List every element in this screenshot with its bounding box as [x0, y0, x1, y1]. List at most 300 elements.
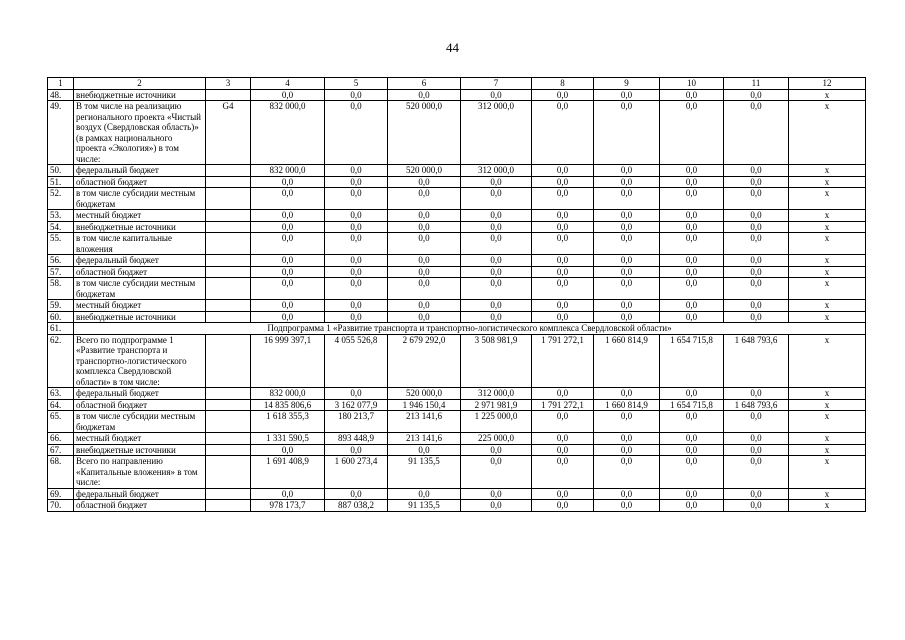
- table-row: [48, 444, 866, 456]
- value-cell: 0,0: [461, 444, 532, 456]
- value-cell: 0,0: [532, 255, 594, 267]
- value-cell: 0,0: [251, 221, 325, 233]
- value-cell: 0,0: [461, 221, 532, 233]
- table-row: [48, 488, 866, 500]
- value-cell: 14 835 806,6: [251, 399, 325, 411]
- mark-cell: х: [789, 266, 866, 278]
- mark-cell: х: [789, 101, 866, 165]
- value-cell: 0,0: [532, 266, 594, 278]
- value-cell: 0,0: [660, 488, 724, 500]
- value-cell: 0,0: [724, 456, 789, 489]
- mark-cell: х: [789, 221, 866, 233]
- mark-cell: х: [789, 278, 866, 300]
- row-number-cell: 48.: [48, 89, 74, 101]
- value-cell: 0,0: [594, 165, 660, 177]
- row-number-cell: 49.: [48, 101, 74, 165]
- code-cell: [206, 266, 251, 278]
- value-cell: 1 618 355,3: [251, 411, 325, 433]
- description-cell: в том числе капитальные вложения: [74, 233, 206, 255]
- value-cell: 0,0: [532, 176, 594, 188]
- value-cell: 832 000,0: [251, 388, 325, 400]
- value-cell: 0,0: [594, 488, 660, 500]
- value-cell: 0,0: [724, 278, 789, 300]
- value-cell: 0,0: [724, 255, 789, 267]
- value-cell: 0,0: [594, 101, 660, 165]
- value-cell: 887 038,2: [325, 500, 388, 512]
- code-cell: [206, 188, 251, 210]
- table-row: [48, 101, 866, 165]
- description-cell: федеральный бюджет: [74, 488, 206, 500]
- row-number-cell: 61.: [48, 323, 74, 335]
- row-number-cell: 55.: [48, 233, 74, 255]
- value-cell: 312 000,0: [461, 165, 532, 177]
- value-cell: 0,0: [251, 444, 325, 456]
- value-cell: 0,0: [532, 278, 594, 300]
- value-cell: 0,0: [594, 300, 660, 312]
- value-cell: 0,0: [251, 188, 325, 210]
- value-cell: 1 660 814,9: [594, 399, 660, 411]
- value-cell: 4 055 526,8: [325, 334, 388, 388]
- value-cell: 0,0: [532, 500, 594, 512]
- mark-cell: х: [789, 311, 866, 323]
- value-cell: 0,0: [660, 255, 724, 267]
- code-cell: [206, 456, 251, 489]
- value-cell: 0,0: [724, 233, 789, 255]
- description-cell: местный бюджет: [74, 300, 206, 312]
- code-cell: [206, 311, 251, 323]
- row-number-cell: 52.: [48, 188, 74, 210]
- description-cell: внебюджетные источники: [74, 221, 206, 233]
- value-cell: 0,0: [594, 456, 660, 489]
- value-cell: 91 135,5: [388, 456, 461, 489]
- description-cell: Всего по подпрограмме 1 «Развитие транспорта и транспортно-логистического комплекса Свердловской области» в том числе:: [74, 334, 206, 388]
- value-cell: 0,0: [388, 311, 461, 323]
- mark-cell: х: [789, 488, 866, 500]
- value-cell: 0,0: [461, 278, 532, 300]
- value-cell: 0,0: [461, 188, 532, 210]
- value-cell: 0,0: [325, 444, 388, 456]
- value-cell: 0,0: [660, 444, 724, 456]
- mark-cell: х: [789, 255, 866, 267]
- value-cell: 0,0: [388, 488, 461, 500]
- mark-cell: х: [789, 233, 866, 255]
- value-cell: 0,0: [325, 101, 388, 165]
- value-cell: 0,0: [532, 388, 594, 400]
- value-cell: 0,0: [532, 444, 594, 456]
- value-cell: 1 946 150,4: [388, 399, 461, 411]
- value-cell: 0,0: [724, 488, 789, 500]
- value-cell: 0,0: [325, 388, 388, 400]
- table-row: [48, 456, 866, 489]
- value-cell: 0,0: [660, 266, 724, 278]
- value-cell: 0,0: [724, 500, 789, 512]
- row-number-cell: 63.: [48, 388, 74, 400]
- value-cell: 0,0: [388, 444, 461, 456]
- value-cell: 0,0: [594, 266, 660, 278]
- value-cell: 0,0: [532, 89, 594, 101]
- value-cell: 832 000,0: [251, 101, 325, 165]
- table-row: [48, 176, 866, 188]
- value-cell: 0,0: [532, 210, 594, 222]
- description-cell: областной бюджет: [74, 399, 206, 411]
- value-cell: 1 648 793,6: [724, 334, 789, 388]
- header-cell: 4: [251, 78, 325, 90]
- value-cell: 225 000,0: [461, 433, 532, 445]
- description-cell: областной бюджет: [74, 176, 206, 188]
- code-cell: [206, 399, 251, 411]
- value-cell: 0,0: [251, 210, 325, 222]
- value-cell: 0,0: [325, 255, 388, 267]
- value-cell: 0,0: [594, 444, 660, 456]
- row-number-cell: 62.: [48, 334, 74, 388]
- value-cell: 0,0: [251, 266, 325, 278]
- table-body: [48, 89, 866, 511]
- table-row: [48, 266, 866, 278]
- value-cell: 1 331 590,5: [251, 433, 325, 445]
- mark-cell: х: [789, 334, 866, 388]
- value-cell: 0,0: [660, 165, 724, 177]
- value-cell: 0,0: [532, 488, 594, 500]
- code-cell: [206, 165, 251, 177]
- row-number-cell: 53.: [48, 210, 74, 222]
- value-cell: 0,0: [660, 210, 724, 222]
- row-number-cell: 67.: [48, 444, 74, 456]
- row-number-cell: 56.: [48, 255, 74, 267]
- table-row: [48, 188, 866, 210]
- code-cell: [206, 233, 251, 255]
- value-cell: 0,0: [251, 255, 325, 267]
- value-cell: 0,0: [660, 176, 724, 188]
- value-cell: 2 971 981,9: [461, 399, 532, 411]
- value-cell: 0,0: [461, 210, 532, 222]
- description-cell: федеральный бюджет: [74, 255, 206, 267]
- value-cell: 0,0: [532, 300, 594, 312]
- description-cell: областной бюджет: [74, 500, 206, 512]
- value-cell: 0,0: [594, 89, 660, 101]
- row-number-cell: 70.: [48, 500, 74, 512]
- value-cell: 0,0: [461, 255, 532, 267]
- value-cell: 0,0: [724, 221, 789, 233]
- value-cell: 0,0: [325, 278, 388, 300]
- value-cell: 0,0: [594, 255, 660, 267]
- mark-cell: х: [789, 411, 866, 433]
- value-cell: 0,0: [461, 311, 532, 323]
- value-cell: 0,0: [388, 176, 461, 188]
- description-cell: федеральный бюджет: [74, 165, 206, 177]
- value-cell: 3 162 077,9: [325, 399, 388, 411]
- description-cell: в том числе субсидии местным бюджетам: [74, 188, 206, 210]
- value-cell: 0,0: [325, 221, 388, 233]
- value-cell: 16 999 397,1: [251, 334, 325, 388]
- mark-cell: х: [789, 165, 866, 177]
- value-cell: 0,0: [660, 411, 724, 433]
- value-cell: 0,0: [251, 300, 325, 312]
- row-number-cell: 54.: [48, 221, 74, 233]
- value-cell: 0,0: [325, 165, 388, 177]
- code-cell: [206, 300, 251, 312]
- header-cell: 6: [388, 78, 461, 90]
- description-cell: федеральный бюджет: [74, 388, 206, 400]
- value-cell: 0,0: [388, 278, 461, 300]
- code-cell: [206, 500, 251, 512]
- value-cell: 0,0: [660, 233, 724, 255]
- description-cell: областной бюджет: [74, 266, 206, 278]
- value-cell: 0,0: [724, 188, 789, 210]
- description-cell: внебюджетные источники: [74, 89, 206, 101]
- header-cell: 10: [660, 78, 724, 90]
- value-cell: 0,0: [660, 101, 724, 165]
- row-number-cell: 51.: [48, 176, 74, 188]
- table-row: [48, 311, 866, 323]
- value-cell: 1 225 000,0: [461, 411, 532, 433]
- code-cell: [206, 411, 251, 433]
- value-cell: 0,0: [594, 433, 660, 445]
- value-cell: 0,0: [532, 311, 594, 323]
- description-cell: местный бюджет: [74, 433, 206, 445]
- value-cell: 0,0: [388, 266, 461, 278]
- value-cell: 0,0: [660, 456, 724, 489]
- budget-table: [47, 77, 866, 512]
- mark-cell: х: [789, 176, 866, 188]
- header-cell: 12: [789, 78, 866, 90]
- value-cell: 0,0: [660, 278, 724, 300]
- value-cell: 0,0: [461, 500, 532, 512]
- table-row: [48, 255, 866, 267]
- description-cell: В том числе на реализацию регионального проекта «Чистый воздух (Свердловская область)» (в рамках национального проекта «Экология») в том числе:: [74, 101, 206, 165]
- mark-cell: х: [789, 444, 866, 456]
- row-number-cell: 60.: [48, 311, 74, 323]
- value-cell: 0,0: [594, 233, 660, 255]
- value-cell: 0,0: [724, 176, 789, 188]
- table-row: [48, 433, 866, 445]
- value-cell: 0,0: [325, 89, 388, 101]
- value-cell: 180 213,7: [325, 411, 388, 433]
- value-cell: 1 654 715,8: [660, 399, 724, 411]
- table-row: [48, 500, 866, 512]
- mark-cell: х: [789, 300, 866, 312]
- value-cell: 0,0: [594, 221, 660, 233]
- value-cell: 0,0: [461, 488, 532, 500]
- value-cell: 0,0: [594, 311, 660, 323]
- header-cell: 5: [325, 78, 388, 90]
- value-cell: 0,0: [724, 388, 789, 400]
- value-cell: 0,0: [461, 266, 532, 278]
- value-cell: 0,0: [388, 221, 461, 233]
- value-cell: 0,0: [724, 165, 789, 177]
- description-cell: внебюджетные источники: [74, 444, 206, 456]
- value-cell: 1 654 715,8: [660, 334, 724, 388]
- table-row: [48, 388, 866, 400]
- value-cell: 0,0: [461, 300, 532, 312]
- table-row: [48, 89, 866, 101]
- value-cell: 0,0: [724, 300, 789, 312]
- description-cell: внебюджетные источники: [74, 311, 206, 323]
- value-cell: 0,0: [724, 89, 789, 101]
- value-cell: 213 141,6: [388, 433, 461, 445]
- section-title-cell: Подпрограмма 1 «Развитие транспорта и транспортно-логистического комплекса Свердловской области»: [74, 323, 866, 335]
- table-row: [48, 278, 866, 300]
- value-cell: 0,0: [388, 210, 461, 222]
- value-cell: 1 600 273,4: [325, 456, 388, 489]
- value-cell: 520 000,0: [388, 388, 461, 400]
- description-cell: в том числе субсидии местным бюджетам: [74, 411, 206, 433]
- value-cell: 1 791 272,1: [532, 399, 594, 411]
- header-cell: 3: [206, 78, 251, 90]
- value-cell: 832 000,0: [251, 165, 325, 177]
- row-number-cell: 50.: [48, 165, 74, 177]
- value-cell: 0,0: [251, 278, 325, 300]
- value-cell: 0,0: [594, 388, 660, 400]
- value-cell: 1 791 272,1: [532, 334, 594, 388]
- value-cell: 0,0: [724, 411, 789, 433]
- value-cell: 0,0: [724, 444, 789, 456]
- mark-cell: х: [789, 399, 866, 411]
- mark-cell: х: [789, 456, 866, 489]
- value-cell: 0,0: [594, 188, 660, 210]
- row-number-cell: 68.: [48, 456, 74, 489]
- value-cell: 0,0: [325, 311, 388, 323]
- value-cell: 0,0: [724, 433, 789, 445]
- code-cell: [206, 221, 251, 233]
- code-cell: [206, 334, 251, 388]
- row-number-cell: 58.: [48, 278, 74, 300]
- value-cell: 0,0: [388, 300, 461, 312]
- value-cell: 0,0: [660, 89, 724, 101]
- header-cell: 11: [724, 78, 789, 90]
- code-cell: [206, 89, 251, 101]
- value-cell: 1 660 814,9: [594, 334, 660, 388]
- value-cell: 0,0: [461, 176, 532, 188]
- value-cell: 312 000,0: [461, 101, 532, 165]
- header-cell: 1: [48, 78, 74, 90]
- value-cell: 0,0: [251, 89, 325, 101]
- value-cell: 0,0: [325, 188, 388, 210]
- table-row: [48, 411, 866, 433]
- value-cell: 0,0: [532, 411, 594, 433]
- mark-cell: х: [789, 388, 866, 400]
- value-cell: 0,0: [388, 255, 461, 267]
- mark-cell: х: [789, 188, 866, 210]
- table-row: [48, 300, 866, 312]
- value-cell: 0,0: [532, 456, 594, 489]
- description-cell: местный бюджет: [74, 210, 206, 222]
- value-cell: 0,0: [532, 165, 594, 177]
- value-cell: 91 135,5: [388, 500, 461, 512]
- value-cell: 0,0: [594, 411, 660, 433]
- code-cell: [206, 388, 251, 400]
- value-cell: 2 679 292,0: [388, 334, 461, 388]
- table-row: [48, 334, 866, 388]
- value-cell: 0,0: [251, 311, 325, 323]
- value-cell: 0,0: [594, 278, 660, 300]
- row-number-cell: 69.: [48, 488, 74, 500]
- description-cell: Всего по направлению «Капитальные вложения» в том числе:: [74, 456, 206, 489]
- value-cell: 312 000,0: [461, 388, 532, 400]
- value-cell: 978 173,7: [251, 500, 325, 512]
- header-cell: 8: [532, 78, 594, 90]
- row-number-cell: 59.: [48, 300, 74, 312]
- value-cell: 0,0: [461, 233, 532, 255]
- table-row: [48, 399, 866, 411]
- value-cell: 0,0: [724, 210, 789, 222]
- header-row: [48, 78, 866, 90]
- value-cell: 0,0: [251, 233, 325, 255]
- value-cell: 0,0: [325, 300, 388, 312]
- code-cell: [206, 278, 251, 300]
- value-cell: 0,0: [388, 89, 461, 101]
- table-row: [48, 210, 866, 222]
- value-cell: 0,0: [660, 433, 724, 445]
- code-cell: [206, 255, 251, 267]
- page-number: 44: [446, 40, 459, 55]
- row-number-cell: 64.: [48, 399, 74, 411]
- code-cell: G4: [206, 101, 251, 165]
- table-row: [48, 165, 866, 177]
- value-cell: 0,0: [325, 266, 388, 278]
- value-cell: 1 691 408,9: [251, 456, 325, 489]
- section-row: [48, 323, 866, 335]
- value-cell: 0,0: [594, 210, 660, 222]
- value-cell: 0,0: [594, 500, 660, 512]
- value-cell: 0,0: [660, 311, 724, 323]
- header-cell: 2: [74, 78, 206, 90]
- value-cell: 0,0: [660, 388, 724, 400]
- value-cell: 0,0: [660, 500, 724, 512]
- table-row: [48, 221, 866, 233]
- mark-cell: х: [789, 433, 866, 445]
- value-cell: 0,0: [461, 89, 532, 101]
- value-cell: 0,0: [388, 233, 461, 255]
- code-cell: [206, 210, 251, 222]
- value-cell: 0,0: [660, 300, 724, 312]
- value-cell: 0,0: [251, 176, 325, 188]
- mark-cell: х: [789, 210, 866, 222]
- value-cell: 0,0: [388, 188, 461, 210]
- value-cell: 0,0: [594, 176, 660, 188]
- mark-cell: х: [789, 500, 866, 512]
- value-cell: 0,0: [325, 176, 388, 188]
- value-cell: 0,0: [724, 266, 789, 278]
- value-cell: 0,0: [532, 101, 594, 165]
- value-cell: 520 000,0: [388, 101, 461, 165]
- row-number-cell: 57.: [48, 266, 74, 278]
- value-cell: 1 648 793,6: [724, 399, 789, 411]
- value-cell: 0,0: [660, 188, 724, 210]
- code-cell: [206, 176, 251, 188]
- value-cell: 0,0: [532, 188, 594, 210]
- value-cell: 3 508 981,9: [461, 334, 532, 388]
- table-row: [48, 233, 866, 255]
- value-cell: 0,0: [724, 101, 789, 165]
- value-cell: 0,0: [325, 210, 388, 222]
- row-number-cell: 65.: [48, 411, 74, 433]
- value-cell: 893 448,9: [325, 433, 388, 445]
- value-cell: 0,0: [251, 488, 325, 500]
- value-cell: 0,0: [532, 221, 594, 233]
- value-cell: 0,0: [532, 433, 594, 445]
- value-cell: 0,0: [325, 233, 388, 255]
- value-cell: 0,0: [325, 488, 388, 500]
- value-cell: 520 000,0: [388, 165, 461, 177]
- value-cell: 0,0: [461, 456, 532, 489]
- description-cell: в том числе субсидии местным бюджетам: [74, 278, 206, 300]
- value-cell: 0,0: [660, 221, 724, 233]
- code-cell: [206, 444, 251, 456]
- row-number-cell: 66.: [48, 433, 74, 445]
- code-cell: [206, 488, 251, 500]
- value-cell: 0,0: [532, 233, 594, 255]
- value-cell: 213 141,6: [388, 411, 461, 433]
